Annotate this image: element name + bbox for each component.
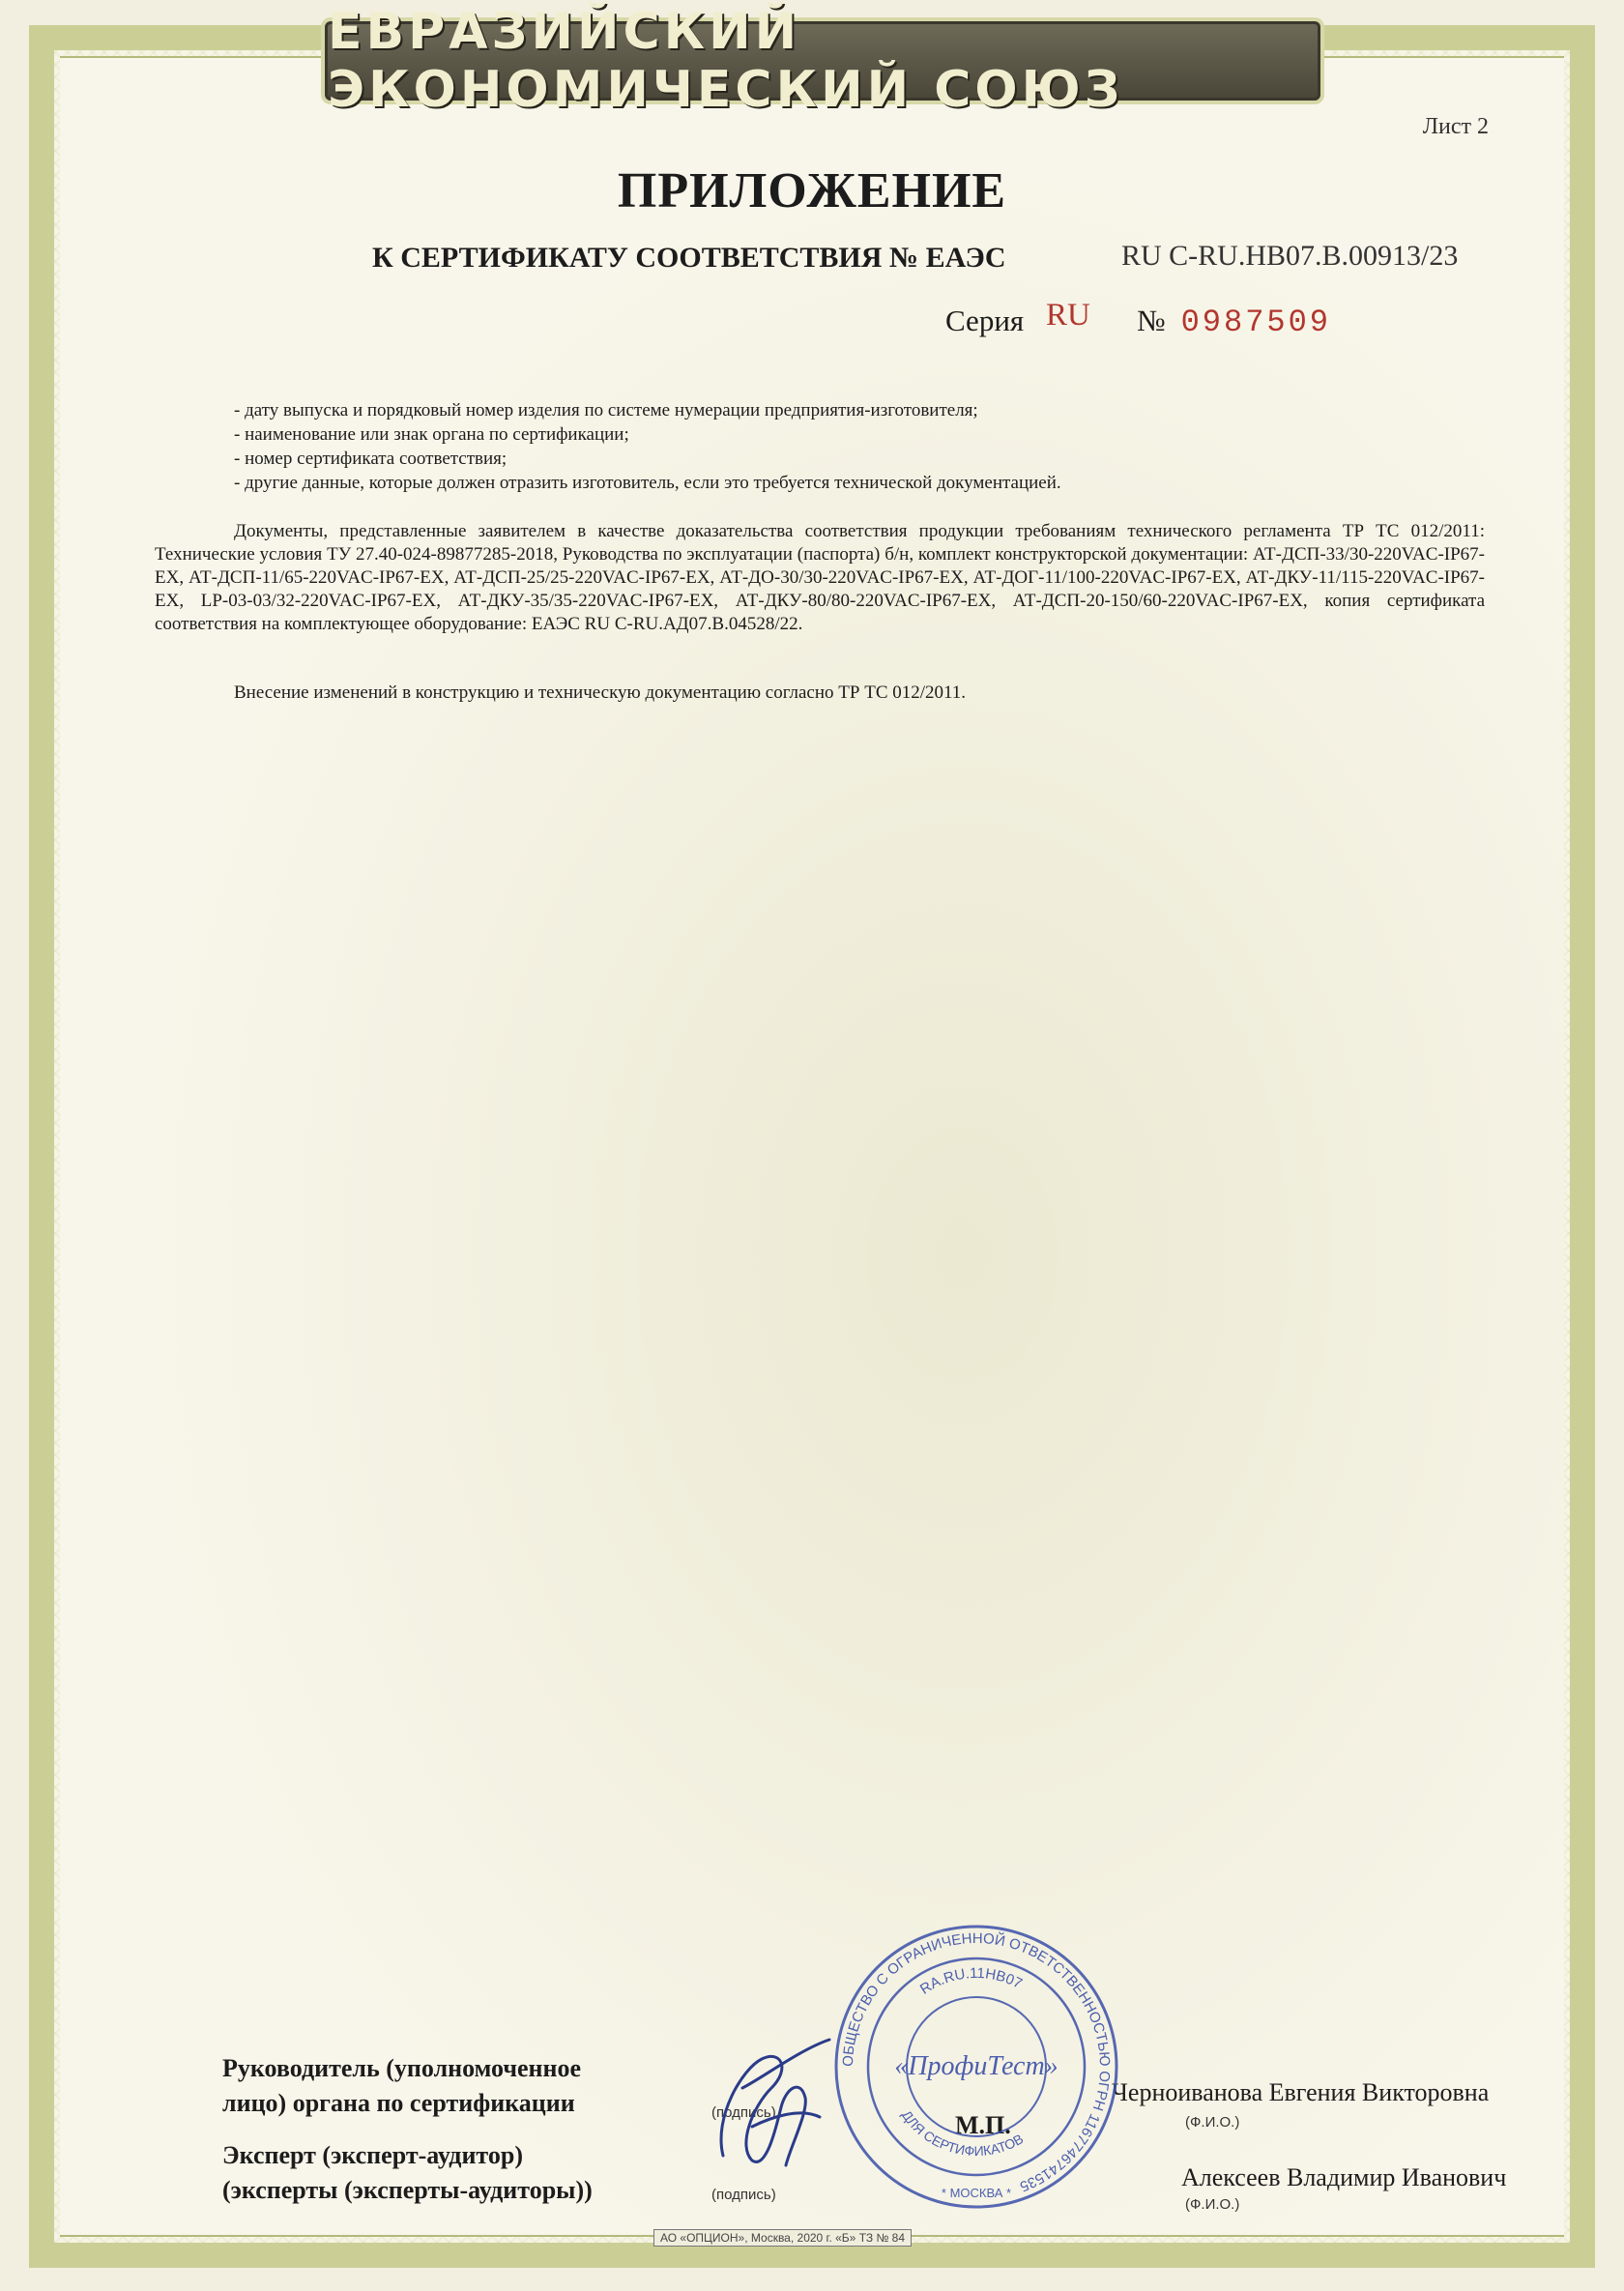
banner-text: ЕВРАЗИЙСКИЙ ЭКОНОМИЧЕСКИЙ СОЮЗ: [328, 3, 1124, 119]
expert-label-line-1: Эксперт (эксперт-аудитор): [222, 2141, 523, 2169]
stamp-outer-text: ОБЩЕСТВО С ОГРАНИЧЕННОЙ ОТВЕТСТВЕННОСТЬЮ ОГРН 1167746741535: [839, 1929, 1114, 2195]
list-item: - другие данные, которые должен отразить изготовитель, если это требуется технической документацией.: [234, 473, 1061, 493]
series-value: RU: [1046, 298, 1090, 333]
printer-imprint: АО «ОПЦИОН», Москва, 2020 г. «Б» ТЗ № 84: [653, 2229, 912, 2247]
certificate-subtitle: К СЕРТИФИКАТУ СООТВЕТСТВИЯ № ЕАЭС: [372, 242, 1006, 274]
head-name: Черноиванова Евгения Викторовна: [1112, 2078, 1490, 2106]
mp-label: М.П.: [955, 2111, 1011, 2139]
svg-text:RA.RU.11НВ07: [917, 1965, 1025, 1998]
document-background: [60, 58, 1564, 2235]
series-label: Серия: [945, 304, 1025, 337]
stamp-city: * МОСКВА *: [941, 2186, 1012, 2200]
stamp-code: RA.RU.11НВ07: [916, 1964, 1026, 1998]
sheet-number: Лист 2: [1422, 114, 1489, 139]
expert-label-line-2: (эксперты (эксперты-аудиторы)): [222, 2176, 593, 2204]
eaeu-banner: [325, 3, 1320, 119]
list-item: - номер сертификата соответствия;: [234, 449, 508, 469]
marking-list: [234, 398, 1061, 495]
number-label: №: [1137, 304, 1166, 337]
signature-mark: [684, 2030, 839, 2175]
documents-paragraph: Документы, представленные заявителем в качестве доказательства соответствия продукции требованиям технического регламента ТР ТС 012/2011: Технические условия ТУ 27.40-024-89877285-2018, Руководства по эксплуатации (паспорта) б/н, комплект конструкторской документации: АТ-ДСП-33/30-220VAC-IP67-EX, АТ-ДСП-11/65-220VAC-IP67-EX, АТ-ДСП-25/25-220VAC-IP67-EX, АТ-ДО-30/30-220VAC-IP67-EX, АТ-ДОГ-11/100-220VAC-IP67-EX, АТ-ДКУ-11/115-220VAC-IP67-EX, LP-03-03/32-220VAC-IP67-EX, АТ-ДКУ-35/35-220VAC-IP67-EX, АТ-ДКУ-80/80-220VAC-IP67-EX, АТ-ДСП-20-150/60-220VAC-IP67-EX, копия сертификата соответствия на комплектующее оборудование: ЕАЭС RU C-RU.АД07.В.04528/22.: [155, 521, 1485, 634]
head-sign-caption: (подпись): [711, 2104, 776, 2121]
svg-text:ДЛЯ СЕРТИФИКАТОВ: [899, 2107, 1026, 2159]
expert-name: Алексеев Владимир Иванович: [1181, 2163, 1507, 2191]
expert-sign-caption: (подпись): [711, 2187, 776, 2203]
list-item: - дату выпуска и порядковый номер изделия по системе нумерации предприятия-изготовителя;: [234, 400, 978, 420]
stamp-inner-text: ДЛЯ СЕРТИФИКАТОВ: [898, 2106, 1027, 2160]
list-item: - наименование или знак органа по сертификации;: [234, 424, 629, 445]
head-label-line-2: лицо) органа по сертификации: [222, 2089, 575, 2117]
head-label-line-1: Руководитель (уполномоченное: [222, 2054, 582, 2082]
official-stamp: [831, 1922, 1121, 2212]
number-value: 0987509: [1180, 304, 1331, 340]
certificate-number: RU C-RU.НВ07.В.00913/23: [1121, 240, 1459, 272]
stamp-center-name: «ПрофиТест»: [894, 2051, 1058, 2081]
changes-paragraph: Внесение изменений в конструкцию и техническую документацию согласно ТР ТС 012/2011.: [234, 682, 967, 703]
head-fio-caption: (Ф.И.О.): [1185, 2114, 1240, 2131]
page-title: ПРИЛОЖЕНИЕ: [617, 163, 1007, 218]
expert-fio-caption: (Ф.И.О.): [1185, 2196, 1240, 2213]
blank-number: [1137, 304, 1331, 340]
